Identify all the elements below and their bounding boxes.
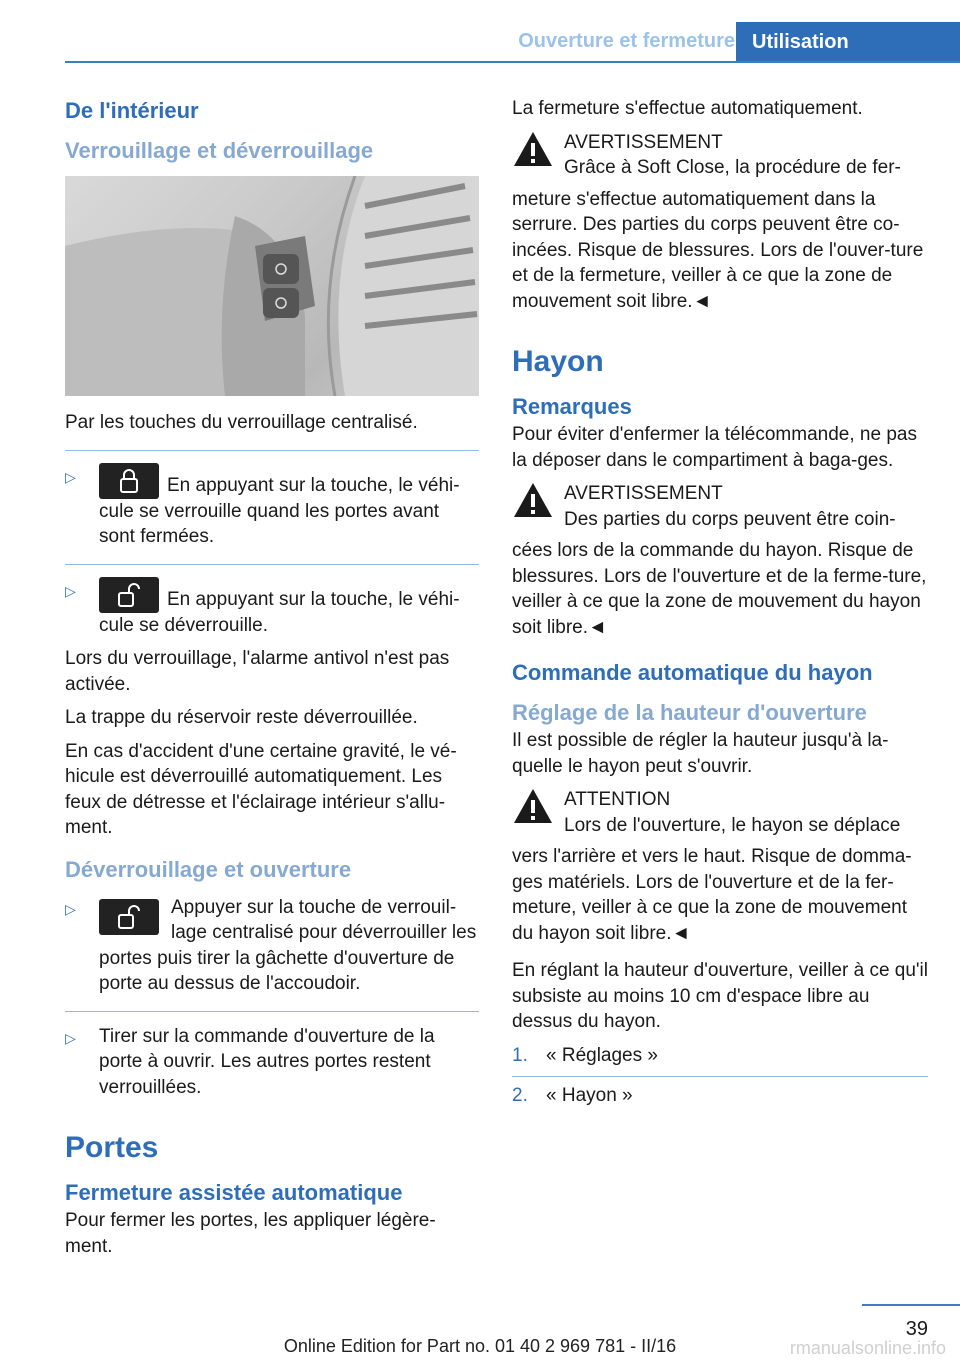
divider <box>65 450 479 451</box>
heading-lock-unlock: Verrouillage et déverrouillage <box>65 138 374 163</box>
list-item <box>65 577 479 639</box>
bullet-text: En appuyant sur la touche, le véhi-cule se verrouille quand les portes avant sont fermées. <box>99 474 460 547</box>
door-panel-photo <box>65 176 479 396</box>
photo-caption: Par les touches du verrouillage centralisé. <box>65 412 418 433</box>
page-header <box>65 0 960 62</box>
heading-hayon: Hayon <box>512 345 604 378</box>
heading-interior: De l'intérieur <box>65 98 199 123</box>
warning-text-continued: cées lors de la commande du hayon. Risque de blessures. Lors de l'ouverture et de la ferme-ture, veiller à ce que la zone de mouvement du hayon soit libre.◄ <box>512 540 927 638</box>
step-number: 1. <box>512 1044 528 1066</box>
triangle-right-icon: ▷ <box>65 1029 76 1046</box>
heading-reglage: Réglage de la hauteur d'ouverture <box>512 700 867 725</box>
watermark: rmanualsonline.info <box>789 1338 946 1358</box>
page-number: 39 <box>905 1318 928 1340</box>
footer-divider <box>862 1304 960 1306</box>
list-item <box>512 1043 928 1069</box>
heading-remarques: Remarques <box>512 394 632 419</box>
warning-text-continued: vers l'arrière et vers le haut. Risque de domma-ges matériels. Lors de l'ouverture et de la fer-meture, veiller à ce que la zone de mouvement du hayon soit libre.◄ <box>512 846 912 944</box>
lock-open-icon <box>99 577 159 613</box>
right-column <box>512 96 928 1117</box>
footer-edition: Online Edition for Part no. 01 40 2 969 781 - II/16 <box>283 1336 677 1356</box>
warning-block <box>512 130 928 181</box>
warning-text: Lors de l'ouverture, le hayon se déplace <box>564 814 901 836</box>
triangle-right-icon: ▷ <box>65 582 76 599</box>
paragraph: Pour éviter d'enfermer la télécommande, ne pas la déposer dans le compartiment à baga-ges. <box>512 424 917 471</box>
step-text: « Réglages » <box>546 1044 658 1066</box>
triangle-right-icon: ▷ <box>65 468 76 485</box>
heading-doors: Portes <box>65 1131 159 1164</box>
list-item <box>65 463 479 550</box>
warning-text-continued: meture s'effectue automatiquement dans la serrure. Des parties du corps peuvent être co-incées. Risque de blessures. Lors de l'ouver-ture et de la fermeture, veiller à ce que la zone de mouvement soit libre.◄ <box>512 188 924 312</box>
bullet-text: En appuyant sur la touche, le véhi-cule se déverrouille. <box>99 588 460 636</box>
warning-triangle-icon <box>512 130 564 181</box>
divider <box>65 564 479 565</box>
paragraph: La fermeture s'effectue automatiquement. <box>512 98 863 119</box>
warning-triangle-icon <box>512 787 564 838</box>
lock-open-icon <box>99 899 159 935</box>
header-tab[interactable]: Utilisation <box>736 22 960 63</box>
bullet-text: Tirer sur la commande d'ouverture de la porte à ouvrir. Les autres portes restent verrouillées. <box>99 1025 435 1098</box>
warning-title: AVERTISSEMENT <box>564 131 723 153</box>
heading-soft-close: Fermeture assistée automatique <box>65 1180 403 1205</box>
heading-unlock-open: Déverrouillage et ouverture <box>65 856 352 882</box>
step-text: « Hayon » <box>546 1085 633 1106</box>
triangle-right-icon: ▷ <box>65 900 76 917</box>
paragraph: Il est possible de régler la hauteur jusqu'à la-quelle le hayon peut s'ouvrir. <box>512 730 889 777</box>
step-number: 2. <box>512 1085 528 1106</box>
header-section-title: Ouverture et fermeture <box>518 30 735 52</box>
divider <box>512 1076 928 1077</box>
paragraph: Pour fermer les portes, les appliquer légère-ment. <box>65 1210 436 1257</box>
divider <box>65 1011 479 1012</box>
warning-title: ATTENTION <box>564 789 671 810</box>
warning-block <box>512 481 928 532</box>
warning-text: Des parties du corps peuvent être coin- <box>564 508 896 530</box>
list-item <box>65 895 479 997</box>
list-item <box>65 1024 479 1101</box>
list-item <box>512 1083 928 1109</box>
paragraph: En cas d'accident d'une certaine gravité, le vé-hicule est déverrouillé automatiquement. Les feux de détresse et l'éclairage intérieur s'allu-ment. <box>65 740 457 838</box>
warning-triangle-icon <box>512 481 564 532</box>
warning-block <box>512 787 928 838</box>
header-divider <box>65 61 960 63</box>
paragraph: Lors du verrouillage, l'alarme antivol n'est pas activée. <box>65 648 450 695</box>
left-column <box>65 96 479 1267</box>
paragraph: La trappe du réservoir reste déverrouillée. <box>65 707 418 728</box>
heading-auto-hayon: Commande automatique du hayon <box>512 660 873 685</box>
paragraph: En réglant la hauteur d'ouverture, veiller à ce qu'il subsiste au moins 10 cm d'espace libre au dessus du hayon. <box>512 960 928 1032</box>
lock-closed-icon <box>99 463 159 499</box>
warning-title: AVERTISSEMENT <box>564 483 723 504</box>
bullet-text: Appuyer sur la touche de verrouil-lage centralisé pour déverrouiller les portes puis tirer la gâchette d'ouverture de porte au dessus de l'accoudoir. <box>99 896 477 994</box>
door-panel-illustration <box>65 176 479 396</box>
warning-text: Grâce à Soft Close, la procédure de fer- <box>564 157 901 178</box>
